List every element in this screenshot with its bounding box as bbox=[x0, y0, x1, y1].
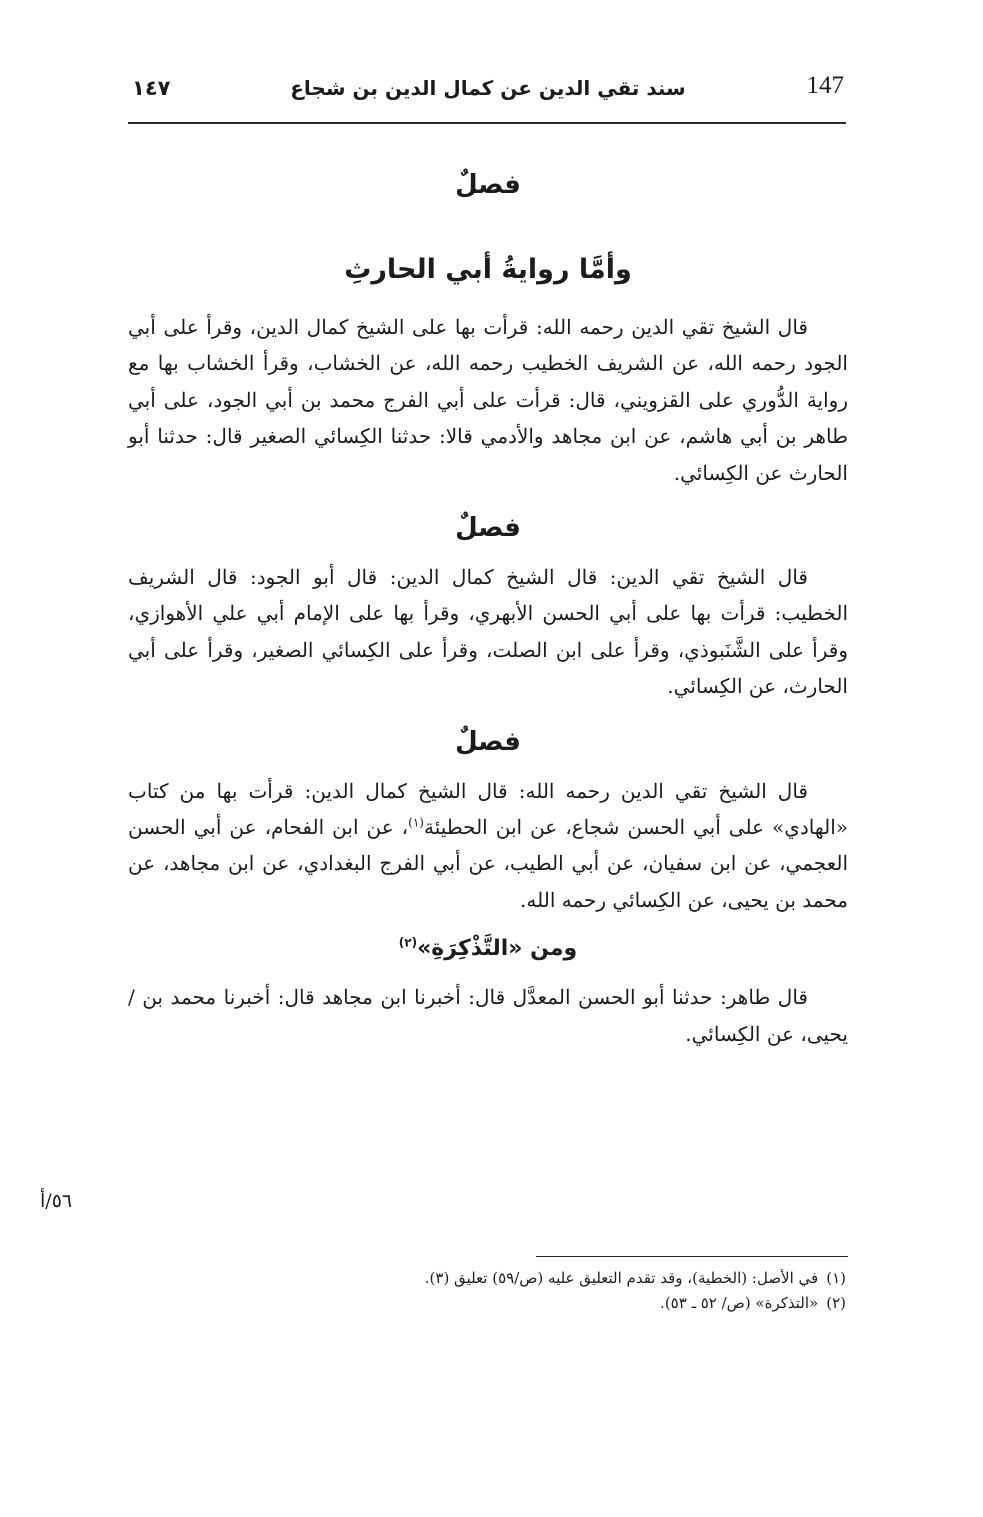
footnote-text: في الأصل: (الخطية)، وقد تقدم التعليق عليه (ص/٥٩) تعليق (٣). bbox=[424, 1269, 819, 1287]
footnote-text: «التذكرة» (ص/ ٥٢ ـ ٥٣). bbox=[660, 1294, 819, 1312]
page-number-latin: 147 bbox=[806, 72, 844, 99]
footnote bbox=[128, 1291, 846, 1316]
footnote-ref[interactable]: (٢) bbox=[398, 935, 418, 950]
running-header bbox=[128, 70, 848, 120]
main-text bbox=[128, 170, 848, 1052]
running-title: سند تقي الدين عن كمال الدين بن شجاع bbox=[290, 76, 686, 100]
paragraph: قال طاهر: حدثنا أبو الحسن المعدَّل قال: أخبرنا ابن مجاهد قال: أخبرنا محمد بن / يحيى، عن الكِسائي. bbox=[128, 985, 848, 1046]
section-heading-fasl: فصلٌ bbox=[455, 726, 521, 757]
footnotes bbox=[128, 1266, 846, 1316]
paragraph-text: ، عن ابن الفحام، عن أبي الحسن العجمي، عن ابن سفيان، عن أبي الطيب، عن أبي الفرج البغدادي، عن ابن مجاهد، عن محمد بن يحيى، عن الكِسائي رحمه الله. bbox=[128, 815, 848, 912]
section-heading-fasl: فصلٌ bbox=[455, 170, 521, 200]
page-number-arabic: ١٤٧ bbox=[132, 76, 171, 100]
footnote-rule bbox=[536, 1256, 848, 1257]
footnote-number: (١) bbox=[826, 1269, 846, 1287]
heading-text: ومن «التَّذْكِرَةِ» bbox=[417, 936, 578, 962]
paragraph: قال الشيخ تقي الدين: قال الشيخ كمال الدين: قال أبو الجود: قال الشريف الخطيب: قرأت بها على أبي الحسن الأبهري، وقرأ بها على الإمام أبي علي الأهوازي، وقرأ على الشَّنَبوذي، وقرأ على ابن الصلت، وقرأ على الكِسائي الصغير، وقرأ على أبي الحارث، عن الكِسائي. bbox=[128, 565, 848, 699]
section-heading-fasl: فصلٌ bbox=[455, 513, 521, 544]
paragraph bbox=[128, 773, 848, 919]
section-heading-tadhkira bbox=[128, 936, 848, 961]
footnote-ref[interactable]: (١) bbox=[408, 815, 424, 830]
header-rule bbox=[128, 122, 846, 124]
footnote-number: (٢) bbox=[826, 1294, 846, 1312]
section-heading-riwaya: وأمَّا روايةُ أبي الحارثِ bbox=[344, 254, 632, 285]
paragraph: قال الشيخ تقي الدين رحمه الله: قرأت بها على الشيخ كمال الدين، وقرأ على أبي الجود رحمه الله، عن الشريف الخطيب رحمه الله، عن الخشاب، وقرأ الخشاب بها مع رواية الدُّوري على القزويني، قال: قرأت على أبي الفرج محمد بن أبي الجود، على أبي طاهر بن أبي هاشم، عن ابن مجاهد والأدمي قالا: حدثنا الكِسائي الصغير قال: حدثنا أبو الحارث عن الكِسائي. bbox=[128, 315, 848, 485]
manuscript-folio-note: ٥٦/أ bbox=[40, 1190, 73, 1212]
paragraph-text: قال الشيخ تقي الدين رحمه الله: قال الشيخ كمال الدين: قرأت بها من كتاب «الهادي» على أبي الحسن شجاع، عن ابن الحطيئة bbox=[128, 778, 849, 840]
footnote bbox=[128, 1266, 846, 1291]
